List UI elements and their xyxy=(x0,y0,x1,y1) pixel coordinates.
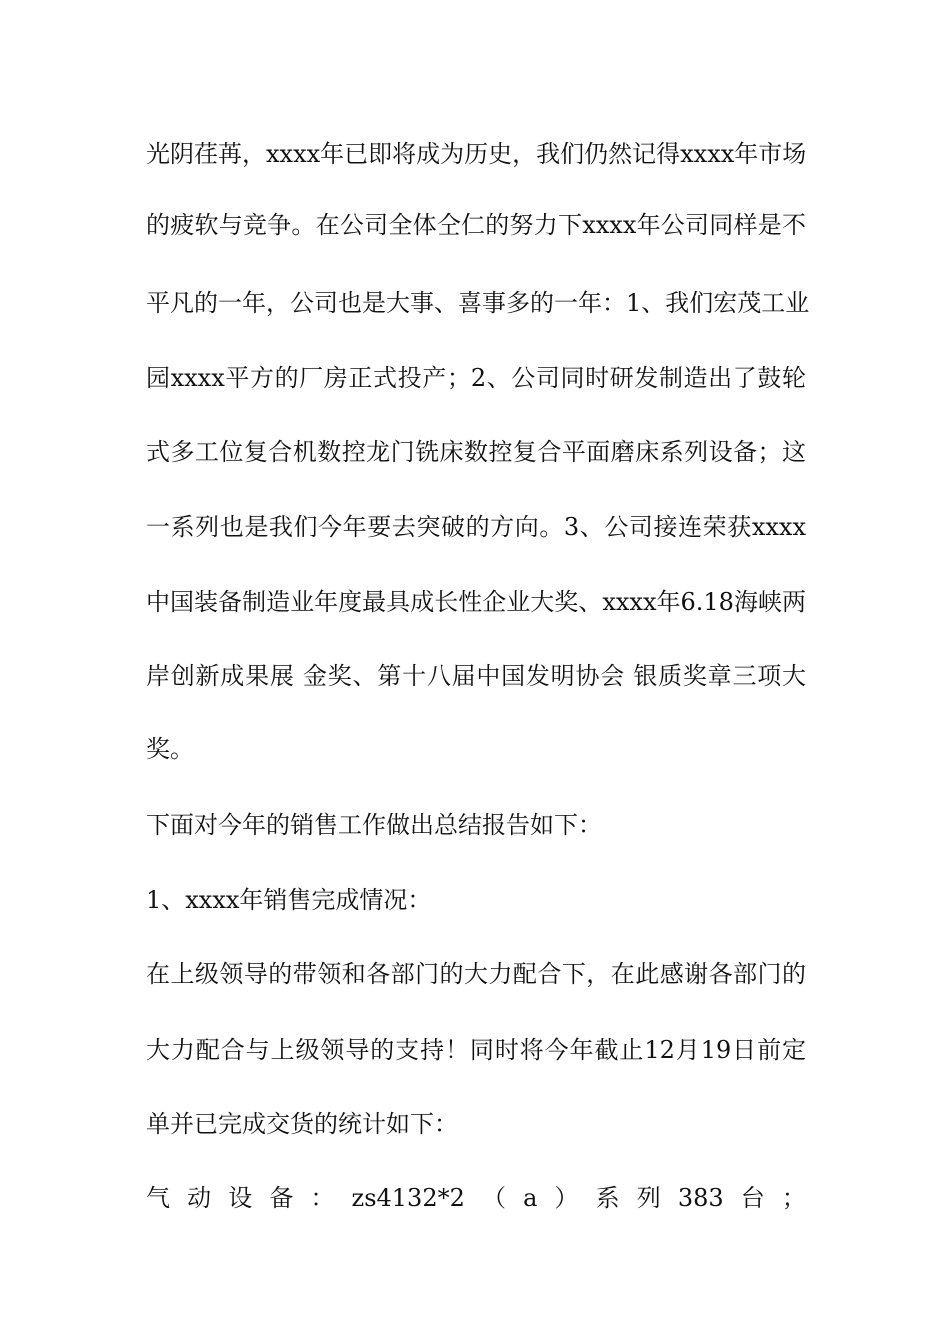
paragraph-line-12: 单并已完成交货的统计如下： xyxy=(146,1110,458,1138)
stat-token: 383 xyxy=(677,1184,724,1212)
stat-token: 台 xyxy=(740,1184,765,1212)
stat-token: zs4132*2 xyxy=(351,1184,465,1212)
stat-token: 气 xyxy=(146,1184,170,1212)
paragraph-line-4: 园xxxx平方的厂房正式投产；2、公司同时研发制造出了鼓轮 xyxy=(146,364,806,392)
stat-token: ： xyxy=(310,1184,335,1212)
paragraph-line-11: 大力配合与上级领导的支持！同时将今年截止12月19日前定 xyxy=(146,1036,806,1064)
section-heading-1: 1、xxxx年销售完成情况： xyxy=(146,886,432,914)
paragraph-line-2: 的疲软与竞争。在公司全体仝仁的努力下xxxx年公司同样是不 xyxy=(146,211,806,239)
paragraph-line-9: 奖。 xyxy=(146,735,194,763)
paragraph-line-5: 式多工位复合机数控龙门铣床数控复合平面磨床系列设备；这 xyxy=(146,438,806,466)
paragraph-line-7: 中国装备制造业年度最具成长性企业大奖、xxxx年6.18海峡两 xyxy=(146,588,806,616)
paragraph-line-8: 岸创新成果展 金奖、第十八届中国发明协会 银质奖章三项大 xyxy=(146,662,806,690)
section-intro-line: 下面对今年的销售工作做出总结报告如下： xyxy=(146,811,602,839)
paragraph-line-10: 在上级领导的带领和各部门的大力配合下，在此感谢各部门的 xyxy=(146,960,806,988)
stat-token: 备 xyxy=(269,1184,294,1212)
stat-token: 系 xyxy=(595,1184,620,1212)
stat-token: a xyxy=(523,1184,538,1212)
paragraph-line-3: 平凡的一年，公司也是大事、喜事多的一年：1、我们宏茂工业 xyxy=(146,289,810,317)
stat-token: （ xyxy=(481,1184,506,1212)
stat-token: ； xyxy=(781,1184,806,1212)
stat-token: 列 xyxy=(636,1184,661,1212)
stat-token: 设 xyxy=(228,1184,253,1212)
paragraph-line-6: 一系列也是我们今年要去突破的方向。3、公司接连荣获xxxx xyxy=(146,513,806,541)
stat-token: ） xyxy=(554,1184,579,1212)
stat-token: 动 xyxy=(187,1184,212,1212)
equipment-stat-line xyxy=(146,1178,806,1218)
paragraph-line-1: 光阴荏苒，xxxx年已即将成为历史，我们仍然记得xxxx年市场 xyxy=(146,140,807,168)
